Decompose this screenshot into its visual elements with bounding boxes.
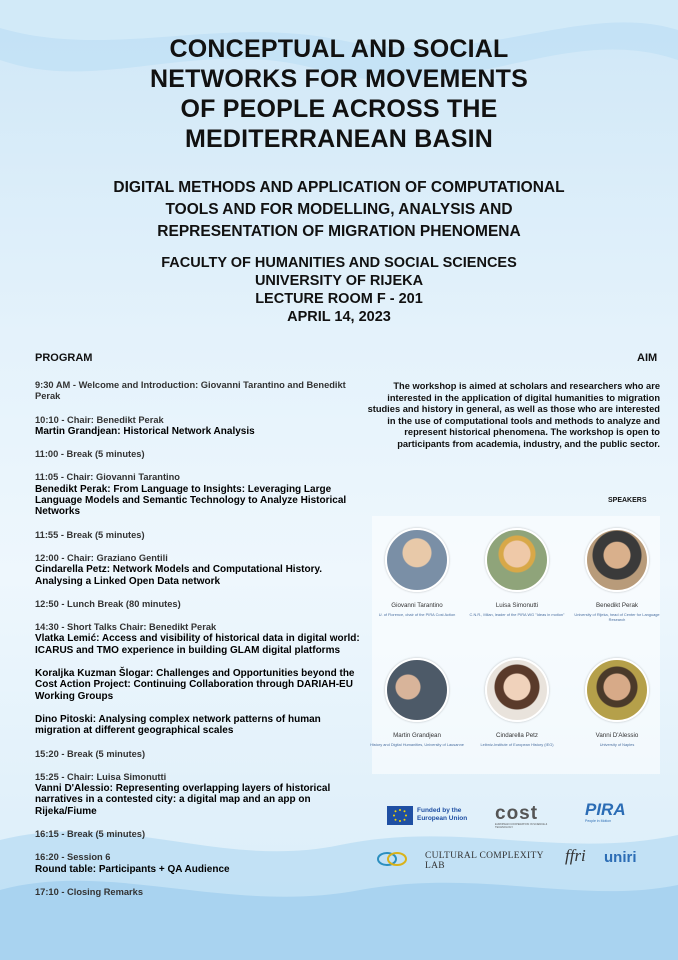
program-item: [35, 530, 365, 541]
program-item-talk: Vanni D'Alessio: Representing overlapping layers of historical narratives in a contested city: a digital map and an app on Rijeka/Fiume: [35, 783, 331, 817]
speaker-card: [367, 528, 467, 617]
aim-heading: AIM: [637, 352, 658, 364]
program-item-talk: Dino Pitoski: Analysing complex network patterns of human migration at different geographical scales: [35, 713, 321, 737]
speaker-card: [367, 658, 467, 747]
title-line: OF PEOPLE ACROSS THE: [180, 95, 498, 123]
program-item: [35, 749, 365, 760]
subtitle-line: DIGITAL METHODS AND APPLICATION OF COMPUTATIONAL: [113, 179, 565, 196]
program-item: [35, 622, 365, 656]
venue-line: APRIL 14, 2023: [287, 309, 391, 325]
program-item-heading: 16:15 - Break (5 minutes): [35, 829, 146, 840]
program-item-talk: Martin Grandjean: Historical Network Analysis: [35, 425, 255, 437]
speaker-photo: [585, 528, 649, 592]
program-item-heading: 12:50 - Lunch Break (80 minutes): [35, 598, 181, 609]
speaker-name: Cindarella Petz: [496, 732, 538, 739]
program-item: [35, 553, 365, 587]
speaker-photo: [385, 528, 449, 592]
ffri-logo: ffri: [565, 846, 586, 865]
eu-flag-icon: [387, 806, 413, 825]
program-item-heading: 11:00 - Break (5 minutes): [35, 449, 145, 460]
speaker-photo: [485, 658, 549, 722]
title-line: CONCEPTUAL AND SOCIAL: [169, 35, 509, 63]
eu-funded-text: Funded by the European Union: [417, 807, 468, 822]
speaker-photo: [485, 528, 549, 592]
pira-logo-subtext: People in Motion: [585, 819, 612, 823]
eu-funded-logo: [387, 805, 487, 827]
program-item: [35, 772, 365, 817]
cost-logo: [495, 805, 565, 829]
program-item-heading: 9:30 AM - Welcome and Introduction: Giovanni Tarantino and Benedikt Perak: [35, 380, 346, 402]
program-item: [35, 380, 365, 403]
program-item: [35, 829, 365, 840]
program-item-heading: 10:10 - Chair: Benedikt Perak: [35, 414, 164, 425]
cultural-complexity-lab-logo: CULTURAL COMPLEXITY LAB: [425, 851, 544, 871]
program-item-heading: 15:20 - Break (5 minutes): [35, 748, 146, 759]
program-item-heading: 11:05 - Chair: Giovanni Tarantino: [35, 472, 180, 483]
speaker-photo: [585, 658, 649, 722]
title-line: NETWORKS FOR MOVEMENTS: [149, 65, 528, 93]
subtitle-line: REPRESENTATION OF MIGRATION PHENOMENA: [157, 223, 521, 240]
speaker-photo: [385, 658, 449, 722]
program-item-talk: Benedikt Perak: From Language to Insights: Leveraging Large Language Models and Semantic Technology to Analyze Historical Networks: [35, 483, 347, 518]
speaker-name: Vanni D'Alessio: [595, 732, 639, 739]
title-line: MEDITERRANEAN BASIN: [185, 125, 493, 153]
speaker-name: Luisa Simonutti: [495, 602, 539, 609]
speaker-role: Leibniz-Institute of European History (IEG): [480, 742, 554, 747]
aim-text: The workshop is aimed at scholars and researchers who are interested in the application of digital humanities to migration studies and history in general, as well as those who are interested in the use of computational tools and methods to analyze and represent historical phenomena. The workshop is open to participants from academia, industry, and the public sector.: [367, 381, 660, 449]
program-item: [35, 668, 365, 702]
program-item-heading: 11:55 - Break (5 minutes): [35, 529, 145, 540]
program-item-talk: Koraljka Kuzman Šlogar: Challenges and Opportunities beyond the Cost Action Project: Continuing Collaboration through DARIAH-EU Working Groups: [35, 668, 355, 702]
speaker-role: U. of Florence, chair of the PIRA Cost Action: [378, 612, 456, 617]
speakers-heading: SPEAKERS: [608, 497, 647, 504]
program-item-heading: 14:30 - Short Talks Chair: Benedikt Perak: [35, 622, 217, 633]
speaker-role: History and Digital Humanities, University of Lausanne: [370, 742, 464, 747]
program-item: [35, 852, 365, 875]
program-item-heading: 17:10 - Closing Remarks: [35, 886, 143, 897]
pira-logo: [585, 801, 630, 831]
venue-line: UNIVERSITY OF RIJEKA: [254, 273, 424, 289]
program-item: [35, 599, 365, 610]
speaker-card: [467, 658, 567, 747]
program-item-heading: 15:25 - Chair: Luisa Simonutti: [35, 771, 167, 782]
program-item: [35, 415, 365, 438]
program-item: [35, 449, 365, 460]
speaker-name: Benedikt Perak: [596, 602, 638, 609]
program-item-talk: Cindarella Petz: Network Models and Computational History. Analysing a Linked Open Data network: [35, 564, 323, 587]
event-venue: [0, 254, 678, 326]
speaker-name: Giovanni Tarantino: [391, 602, 443, 609]
program-item: [35, 714, 365, 737]
program-heading: PROGRAM: [35, 352, 93, 364]
speaker-role: University of Rijeka, head of Center for Language Research: [574, 612, 660, 622]
speaker-card: [567, 658, 667, 747]
program-item: [35, 472, 365, 517]
program-item-heading: 12:00 - Chair: Graziano Gentili: [35, 552, 168, 563]
subtitle-line: TOOLS AND FOR MODELLING, ANALYSIS AND: [165, 201, 513, 218]
speaker-card: [467, 528, 567, 617]
program-list: [35, 380, 365, 898]
uniri-logo: uniri: [604, 849, 637, 866]
speaker-card: [567, 528, 667, 622]
event-subtitle: [0, 177, 678, 243]
program-item-talk: Round table: Participants + QA Audience: [35, 863, 230, 875]
venue-line: LECTURE ROOM F - 201: [255, 291, 423, 307]
speaker-role: C.N.R., Milan, leader of the PIRA WG "Ideas in motion": [469, 612, 565, 617]
program-item: [35, 887, 365, 898]
program-item-heading: 16:20 - Session 6: [35, 852, 111, 863]
venue-line: FACULTY OF HUMANITIES AND SOCIAL SCIENCES: [161, 255, 517, 271]
event-title: [0, 34, 678, 154]
pira-logo-text: PIRA: [585, 800, 626, 819]
network-logo-icon: [375, 850, 409, 868]
cost-logo-subtext: EUROPEAN COOPERATION IN SCIENCE & TECHNOLOGY: [495, 823, 548, 829]
speaker-name: Martin Grandjean: [393, 732, 441, 739]
speaker-role: University of Naples: [599, 742, 635, 747]
cost-logo-text: cost: [495, 803, 539, 824]
program-item-talk: Vlatka Lemić: Access and visibility of historical data in digital world: ICARUS and TMO experience in building GLAM digital platforms: [35, 633, 360, 656]
